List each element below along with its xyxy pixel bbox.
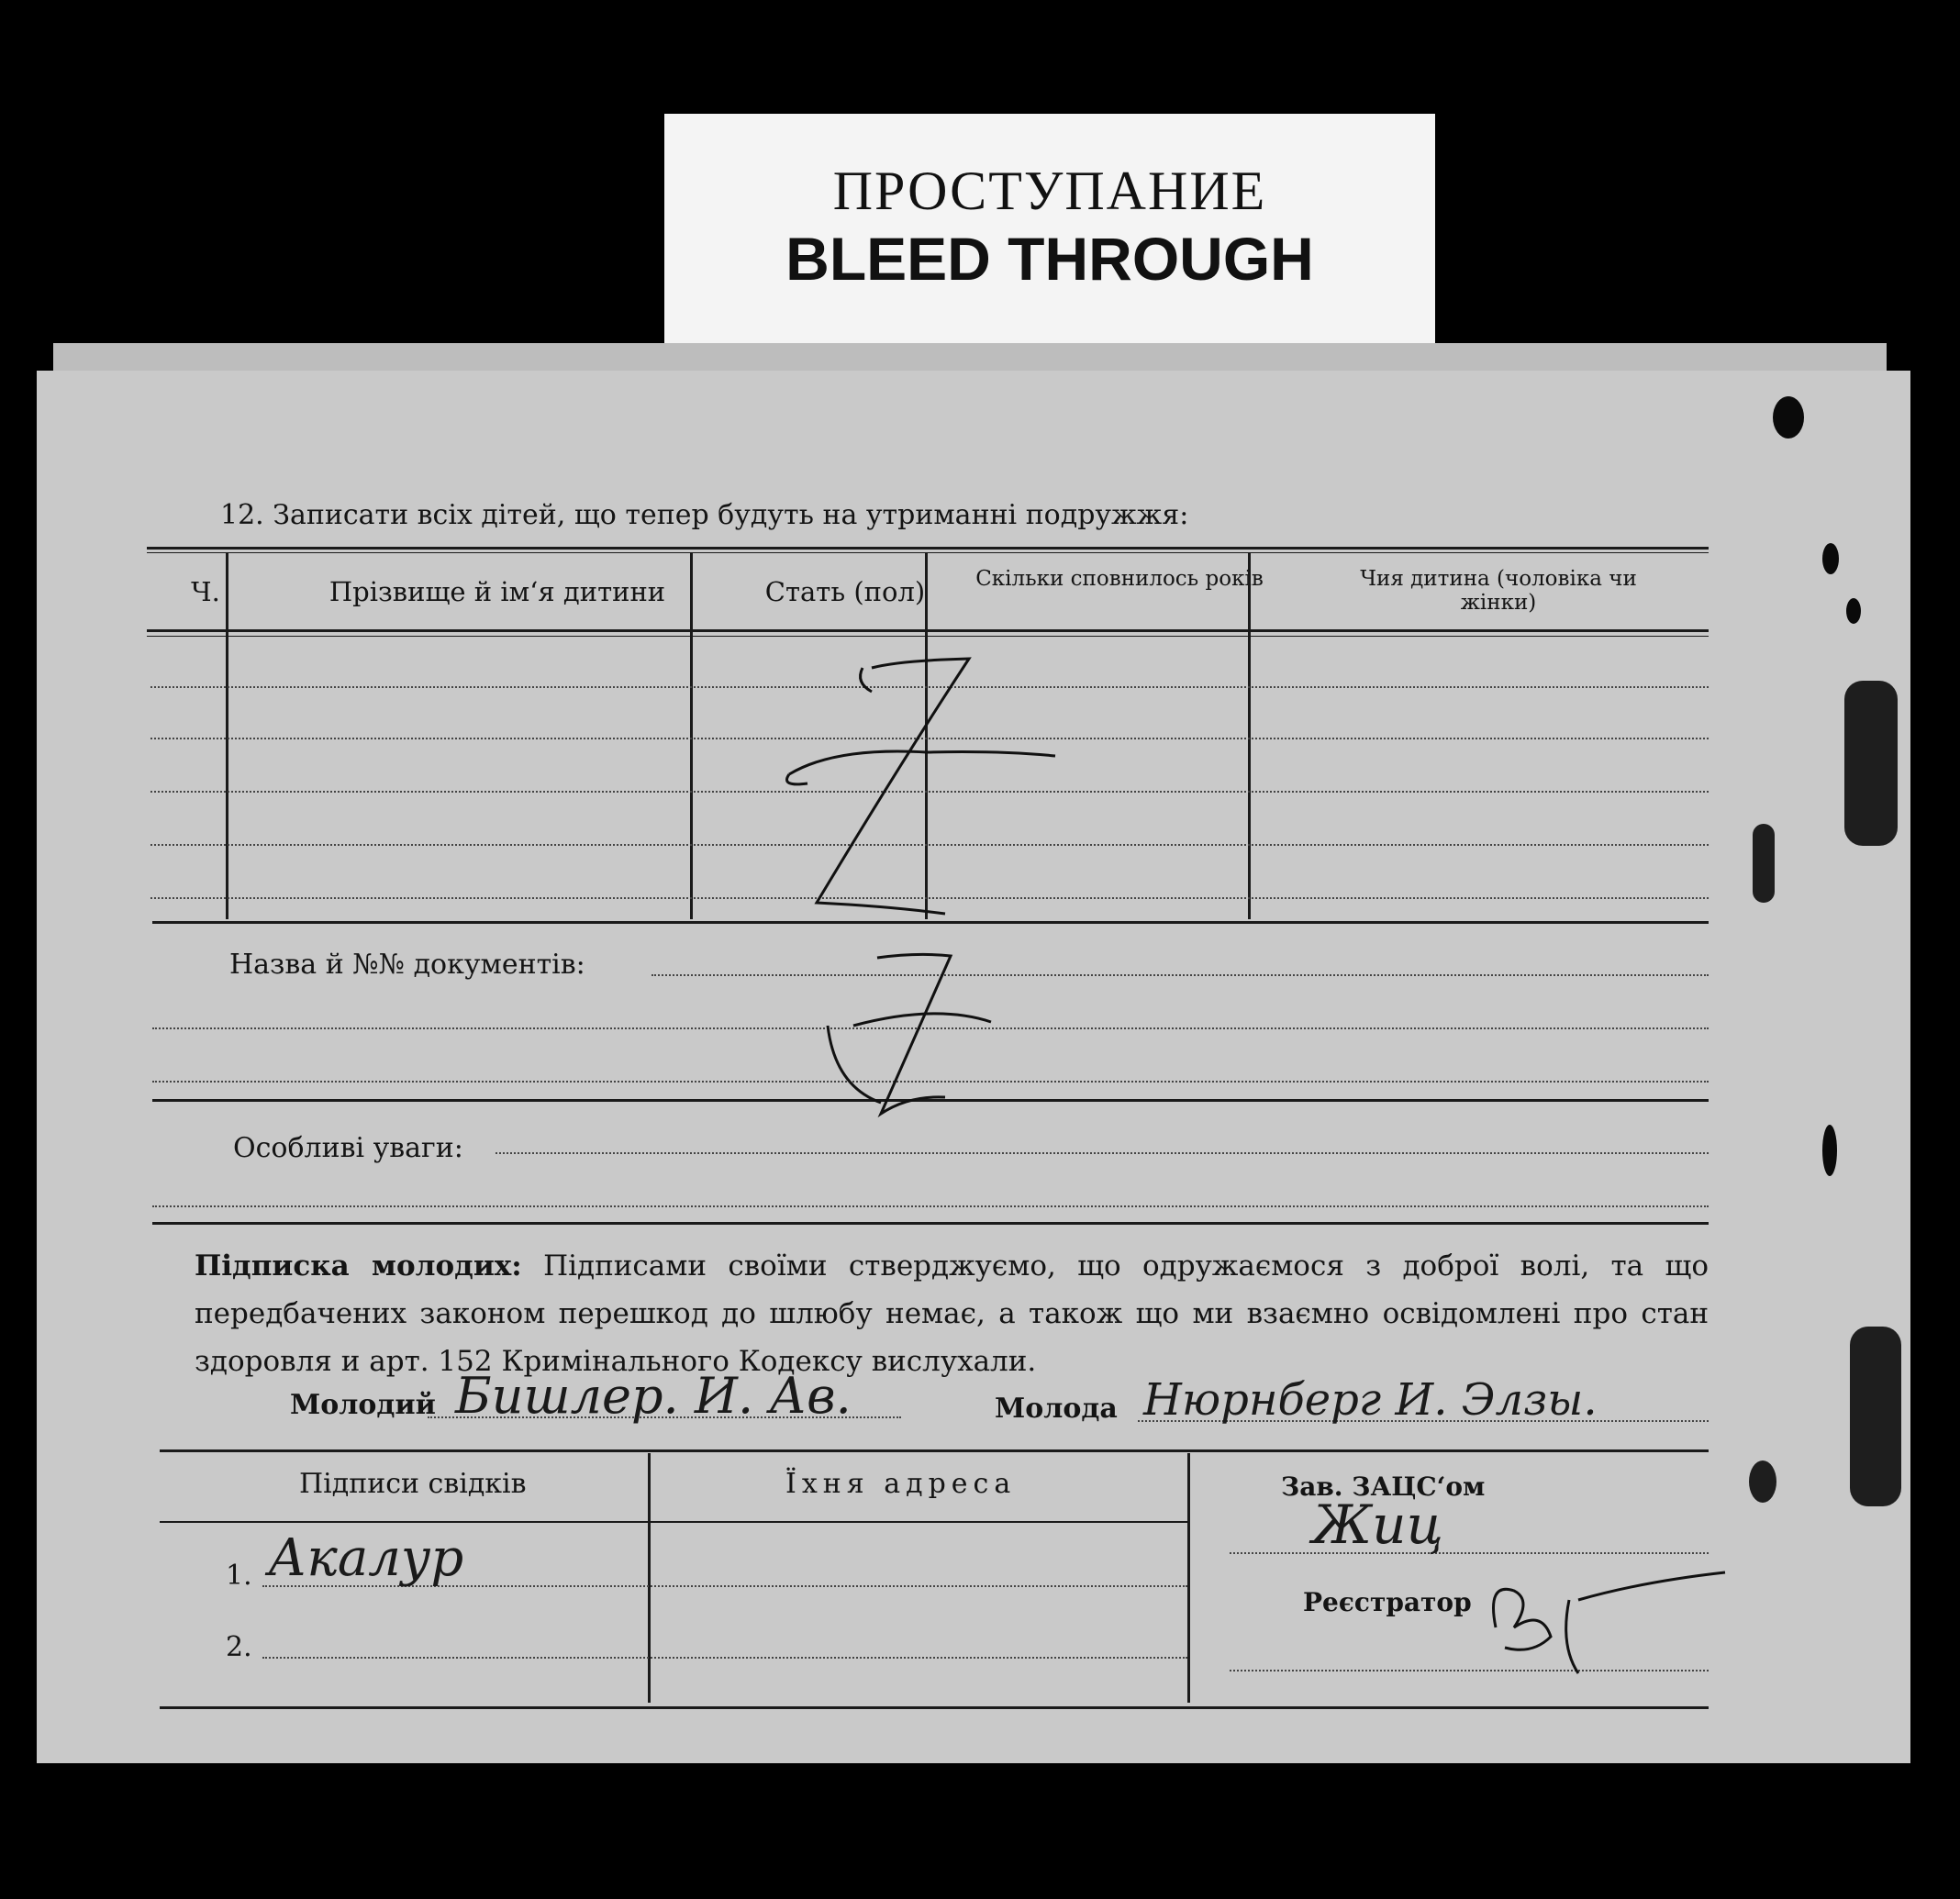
witness-1-signature: Акалур — [268, 1528, 464, 1588]
paper-damage-mark — [1822, 543, 1839, 574]
bleed-through-label — [664, 114, 1435, 354]
head-signature-line — [1230, 1552, 1709, 1554]
bride-signature: Нюрнберг И. Элзы. — [1143, 1374, 1598, 1426]
col-child-name: Прізвище й ім‘я дитини — [329, 576, 666, 607]
head-of-office-label: Зав. ЗАЦС‘ом — [1281, 1471, 1486, 1502]
col-whose-child: Чия дитина (чоловіка чи жінки) — [1360, 567, 1637, 615]
paper-damage-mark — [1844, 681, 1898, 846]
groom-signature: Бишлер. И. Ав. — [455, 1367, 852, 1425]
documents-line — [651, 974, 1709, 976]
table-top-rule — [147, 547, 1709, 550]
witness-signatures-header: Підписи свідків — [299, 1468, 527, 1500]
paper-damage-mark — [1850, 1327, 1901, 1506]
paper-damage-mark — [1822, 1125, 1837, 1176]
remarks-line — [152, 1205, 1709, 1207]
label-english: BLEED THROUGH — [785, 225, 1314, 293]
form-page — [37, 371, 1910, 1763]
declaration-text: Підписами своїми стверджуємо, що одружаємося з доброї волі, та що передбачених законом перешкод до шлюбу немає, а також що ми взаємно освідомлені про стан здоровля и арт. 152 Кримінального Кодексу вислухали. — [195, 1249, 1709, 1378]
registrar-label: Реєстратор — [1303, 1587, 1472, 1617]
cancel-mark-z-2 — [826, 949, 1064, 1132]
registrar-signature — [1477, 1563, 1753, 1682]
col-divider-1 — [226, 552, 228, 919]
officials-col-divider — [1187, 1453, 1190, 1703]
declaration-lead: Підписка молодих: — [195, 1249, 522, 1283]
paper-damage-mark — [1749, 1460, 1776, 1503]
witness-row-1-number: 1. — [226, 1560, 252, 1592]
witness-row-2-line — [262, 1657, 1187, 1659]
col-sex: Стать (пол) — [764, 576, 926, 607]
paper-damage-mark — [1753, 824, 1775, 903]
witness-header-rule — [160, 1521, 1187, 1523]
col-divider-4 — [1248, 552, 1251, 919]
table-top-rule-inner — [147, 552, 1709, 553]
witness-col-divider — [648, 1453, 651, 1703]
col-number: Ч. — [191, 576, 220, 607]
remarks-line — [496, 1152, 1709, 1154]
paper-damage-mark — [1846, 598, 1861, 624]
label-russian: ПРОСТУПАНИЕ — [832, 161, 1267, 221]
remarks-label: Особливі уваги: — [233, 1132, 463, 1164]
col-divider-2 — [690, 552, 693, 919]
witness-row-2-number: 2. — [226, 1631, 252, 1663]
witness-block-top-rule — [160, 1449, 1709, 1452]
header-bottom-rule-inner — [147, 636, 1709, 637]
col-age: Скільки сповнилось років — [975, 567, 1264, 591]
form-bottom-rule — [160, 1706, 1709, 1709]
documents-label: Назва й №№ документів: — [229, 949, 585, 981]
cancel-mark-z — [743, 655, 1092, 930]
paper-damage-mark — [1773, 396, 1804, 439]
declaration-paragraph — [195, 1242, 1709, 1385]
head-signature: Жиц — [1312, 1494, 1443, 1556]
remarks-bottom-rule — [152, 1222, 1709, 1225]
groom-label: Молодий — [290, 1389, 436, 1421]
witness-address-header: Їхня адреса — [785, 1468, 1017, 1500]
bride-label: Молода — [995, 1393, 1118, 1425]
children-section-title: 12. Записати всіх дітей, що тепер будуть на утриманні подружжя: — [220, 499, 1189, 531]
header-bottom-rule — [147, 629, 1709, 632]
